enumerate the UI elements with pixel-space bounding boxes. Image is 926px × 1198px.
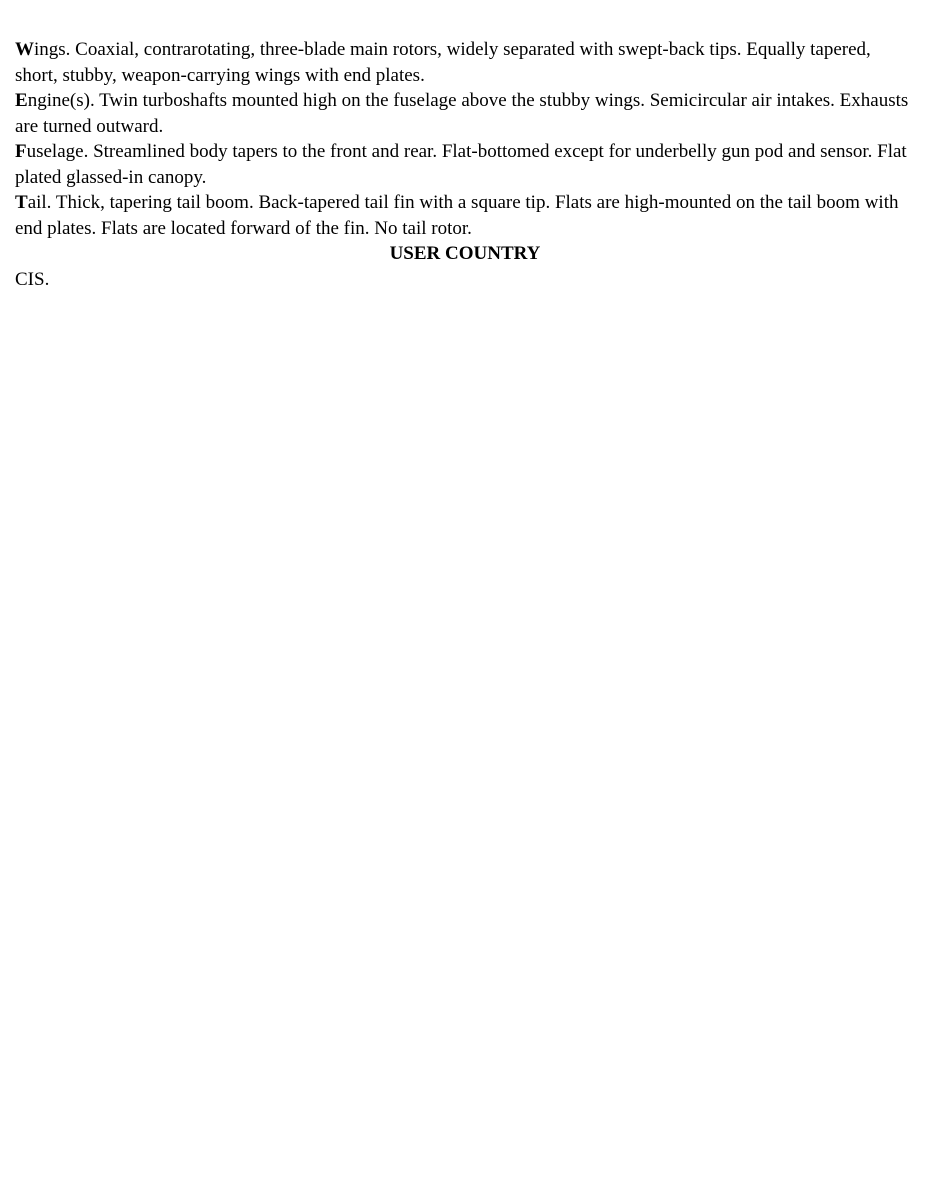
paragraph-engines [15, 88, 915, 139]
paragraph-tail [15, 190, 915, 241]
paragraph-lead-letter: F [15, 141, 27, 162]
paragraph-lead-letter: E [15, 90, 28, 111]
document-page [15, 37, 915, 292]
paragraph-text: uselage. Streamlined body tapers to the front and rear. Flat-bottomed except for underbelly gun pod and sensor. Flat plated glassed-in canopy. [15, 141, 907, 188]
paragraph-text: ail. Thick, tapering tail boom. Back-tapered tail fin with a square tip. Flats are high-mounted on the tail boom with end plates. Flats are located forward of the fin. No tail rotor. [15, 192, 899, 239]
user-country-text: CIS. [15, 268, 50, 290]
paragraph-lead-letter: W [15, 39, 34, 60]
paragraph-wings [15, 37, 915, 88]
paragraph-text: ngine(s). Twin turboshafts mounted high on the fuselage above the stubby wings. Semicircular air intakes. Exhausts are turned outward. [15, 90, 909, 137]
section-heading-user-country: USER COUNTRY [389, 243, 541, 264]
paragraph-lead-letter: T [15, 192, 28, 213]
paragraph-fuselage [15, 139, 915, 190]
paragraph-text: ings. Coaxial, contrarotating, three-blade main rotors, widely separated with swept-back tips. Equally tapered, short, stubby, weapon-carrying wings with end plates. [15, 39, 871, 86]
